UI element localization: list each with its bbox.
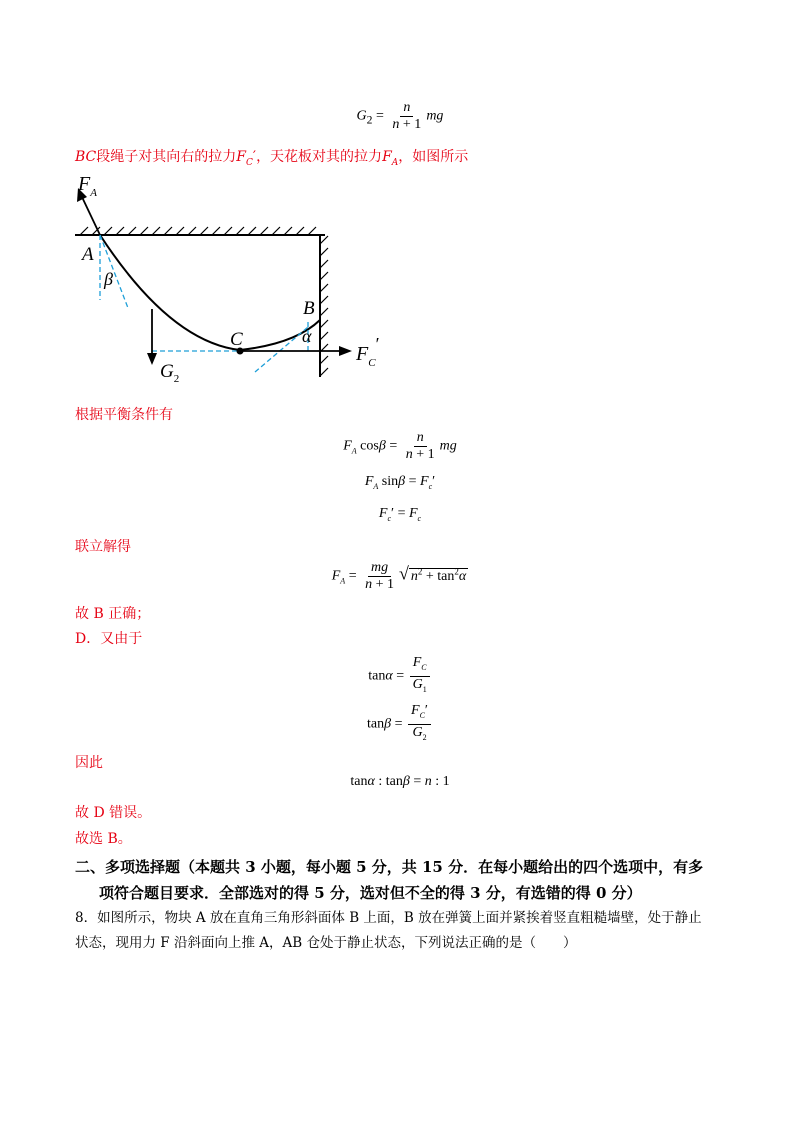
choose-b: 故选 B。 bbox=[75, 831, 132, 847]
section-title-line2: 项符合题目要求．全部选对的得 5 分，选对但不全的得 3 分，有选错的得 0 分） bbox=[99, 884, 642, 902]
question-8-line2: 状态，现用力 F 沿斜面向上推 A，AB 仓处于静止状态，下列说法正确的是（ ） bbox=[75, 935, 577, 951]
equation-g2: $G_2$ = $\frac{n}{n + 1}$ mg bbox=[356, 100, 444, 132]
label-c: C bbox=[230, 329, 243, 350]
equation-tan-alpha: tanα = $\frac{F_C}{G_1}$ bbox=[0, 655, 800, 698]
label-alpha: α bbox=[302, 326, 312, 346]
equation-3: $F_c' = F_c$ bbox=[378, 506, 422, 523]
equation-solution: $F_A$ = $\frac{mg}{n + 1}$ √ $n^2 + \tan^2\alpha$ bbox=[331, 560, 467, 592]
d-wrong: 故 D 错误。 bbox=[75, 805, 152, 821]
force-diagram bbox=[60, 172, 400, 392]
equation-ratio: tanα : tanβ = n : 1 bbox=[350, 774, 450, 789]
equation-tan-beta: tanβ = $\frac{F_C'}{G_2}$ bbox=[0, 703, 800, 746]
label-b: B bbox=[303, 298, 315, 319]
label-g2: $G_2$ bbox=[160, 361, 180, 385]
fa-arrow bbox=[82, 197, 100, 235]
label-fa: $F_A$ bbox=[78, 173, 97, 199]
d-label: D．又由于 bbox=[75, 631, 143, 647]
bc-description: BC段绳子对其向右的拉力$F_C'$，天花板对其的拉力$F_A$，如图所示 bbox=[75, 149, 469, 168]
solve-label: 联立解得 bbox=[75, 539, 131, 555]
fc-arrowhead bbox=[339, 346, 352, 356]
section-title-line1: 二、多项选择题（本题共 3 小题，每小题 5 分，共 15 分．在每小题给出的四个选项中，有多 bbox=[75, 858, 704, 876]
equation-1: $F_A$ cosβ = $\frac{n}{n + 1}$ mg bbox=[343, 430, 457, 462]
rope-curve bbox=[100, 235, 320, 350]
therefore-label: 因此 bbox=[75, 755, 103, 771]
label-a: A bbox=[82, 244, 94, 265]
label-fc: $F_C'$ bbox=[356, 334, 380, 369]
g2-arrowhead bbox=[147, 353, 157, 365]
equation-2: $F_A$ $\sin\beta = F_c'$ bbox=[364, 474, 436, 491]
label-beta: β bbox=[104, 269, 113, 289]
question-8-line1: 8．如图所示，物块 A 放在直角三角形斜面体 B 上面，B 放在弹簧上面并紧挨着竖直粗糙墙壁，处于静止 bbox=[75, 910, 702, 926]
ceiling-hatch bbox=[80, 227, 316, 235]
b-correct: 故 B 正确； bbox=[75, 606, 151, 622]
balance-label: 根据平衡条件有 bbox=[75, 407, 173, 423]
wall-hatch bbox=[320, 236, 328, 376]
